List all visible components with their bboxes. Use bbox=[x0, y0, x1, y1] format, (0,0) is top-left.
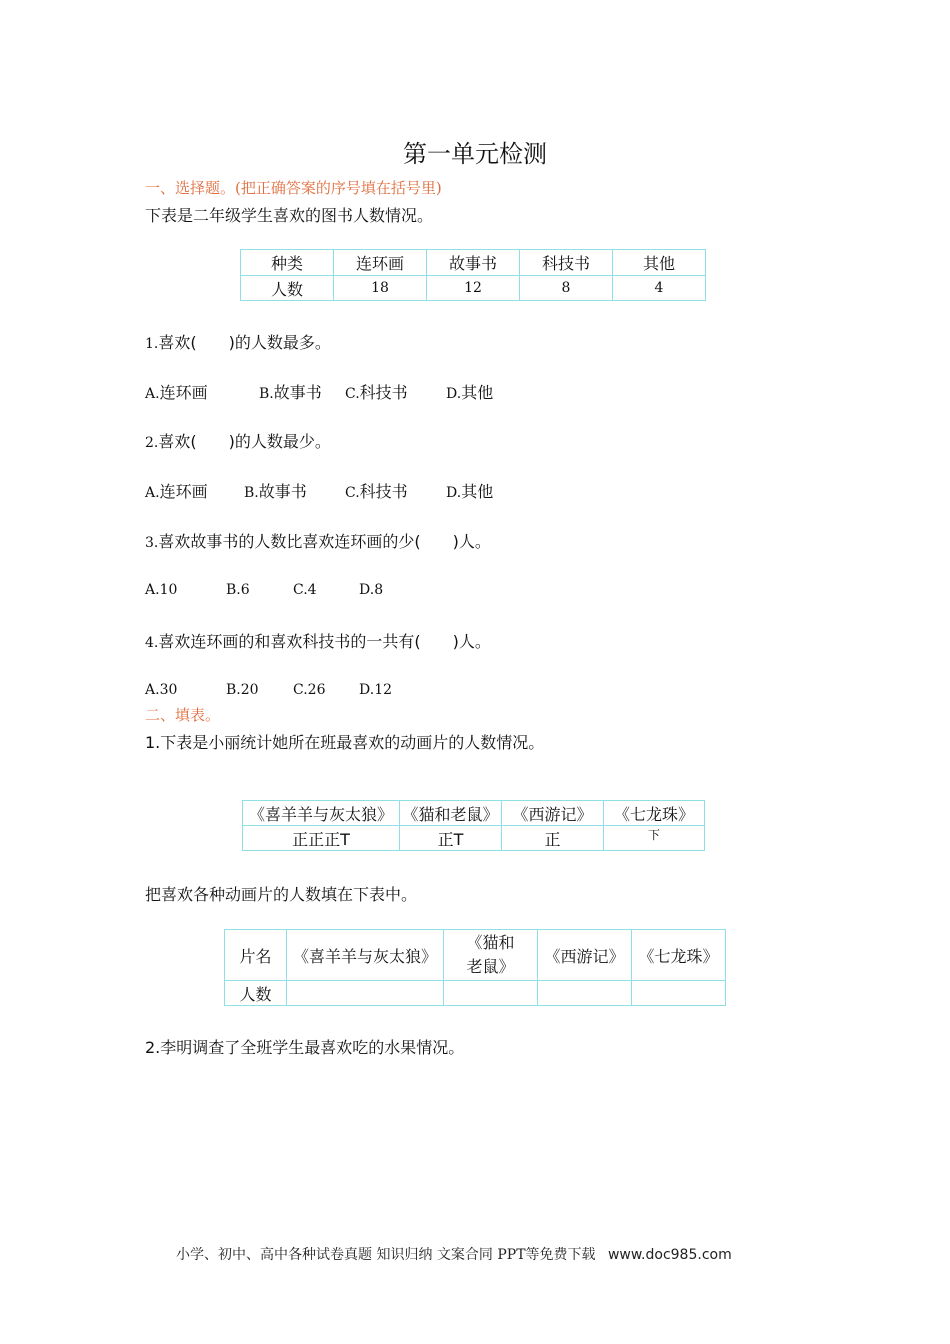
option-d: D.8 bbox=[359, 582, 384, 598]
option-b: B.6 bbox=[226, 582, 250, 598]
answer-cell[interactable] bbox=[632, 981, 726, 1006]
table-header-cell: 《七龙珠》 bbox=[604, 801, 705, 826]
question-4: 4.喜欢连环画的和喜欢科技书的一共有( )人。 bbox=[145, 632, 491, 651]
answer-cell[interactable] bbox=[538, 981, 632, 1006]
tally-cell: 正T bbox=[400, 826, 502, 851]
table-header-cell: 《喜羊羊与灰太狼》 bbox=[287, 930, 444, 981]
option-c: C.26 bbox=[293, 682, 326, 698]
table-cell: 12 bbox=[427, 276, 520, 301]
option-c: C.科技书 bbox=[345, 383, 408, 402]
option-d: D.其他 bbox=[446, 383, 494, 402]
answer-cell[interactable] bbox=[287, 981, 444, 1006]
tally-cell: 下 bbox=[604, 826, 705, 851]
option-c: C.科技书 bbox=[345, 482, 408, 501]
table-header-cell: 科技书 bbox=[520, 250, 613, 276]
page-title: 第一单元检测 bbox=[403, 140, 547, 168]
option-a: A.连环画 bbox=[145, 482, 208, 501]
table-header-cell: 故事书 bbox=[427, 250, 520, 276]
option-b: B.20 bbox=[226, 682, 259, 698]
option-d: D.12 bbox=[359, 682, 393, 698]
question-3: 3.喜欢故事书的人数比喜欢连环画的少( )人。 bbox=[145, 532, 491, 551]
fill-table-instruction: 把喜欢各种动画片的人数填在下表中。 bbox=[145, 885, 418, 904]
table-header-cell: 片名 bbox=[225, 930, 287, 981]
fill-in-table bbox=[224, 929, 726, 1006]
table-header-cell: 《喜羊羊与灰太狼》 bbox=[243, 801, 400, 826]
table-header-cell: 其他 bbox=[613, 250, 706, 276]
table-header-cell: 连环画 bbox=[334, 250, 427, 276]
footer-url[interactable]: www.doc985.com bbox=[607, 1247, 732, 1263]
book-preference-table bbox=[240, 249, 706, 301]
tally-cell: 正 bbox=[502, 826, 604, 851]
option-a: A.连环画 bbox=[145, 383, 208, 402]
section-1-heading: 一、选择题。(把正确答案的序号填在括号里) bbox=[145, 179, 442, 197]
answer-cell[interactable] bbox=[444, 981, 538, 1006]
table-header-cell: 种类 bbox=[241, 250, 334, 276]
option-a: A.30 bbox=[145, 682, 178, 698]
table-header-cell: 《西游记》 bbox=[502, 801, 604, 826]
footer-text: 小学、初中、高中各种试卷真题 知识归纳 文案合同 PPT等免费下载 bbox=[176, 1247, 596, 1263]
table-row-label: 人数 bbox=[225, 981, 287, 1006]
question-2: 2.喜欢( )的人数最少。 bbox=[145, 432, 331, 451]
table-header-cell: 《猫和老鼠》 bbox=[400, 801, 502, 826]
table-cell: 4 bbox=[613, 276, 706, 301]
option-c: C.4 bbox=[293, 582, 317, 598]
option-b: B.故事书 bbox=[244, 482, 307, 501]
question-1: 1.喜欢( )的人数最多。 bbox=[145, 333, 331, 352]
table-header-cell: 《西游记》 bbox=[538, 930, 632, 981]
footer bbox=[176, 1244, 732, 1264]
section-1-intro: 下表是二年级学生喜欢的图书人数情况。 bbox=[145, 206, 434, 225]
section-2-question-1: 1.下表是小丽统计她所在班最喜欢的动画片的人数情况。 bbox=[145, 733, 545, 752]
section-2-question-2: 2.李明调查了全班学生最喜欢吃的水果情况。 bbox=[145, 1038, 465, 1057]
tally-cell: 正正正T bbox=[243, 826, 400, 851]
section-2-heading: 二、填表。 bbox=[145, 706, 221, 724]
table-cell: 8 bbox=[520, 276, 613, 301]
option-d: D.其他 bbox=[446, 482, 494, 501]
table-header-cell: 《七龙珠》 bbox=[632, 930, 726, 981]
tally-table bbox=[242, 800, 705, 851]
option-b: B.故事书 bbox=[259, 383, 322, 402]
option-a: A.10 bbox=[145, 582, 178, 598]
table-header-cell: 《猫和老鼠》 bbox=[444, 930, 538, 981]
table-row-label: 人数 bbox=[241, 276, 334, 301]
table-cell: 18 bbox=[334, 276, 427, 301]
